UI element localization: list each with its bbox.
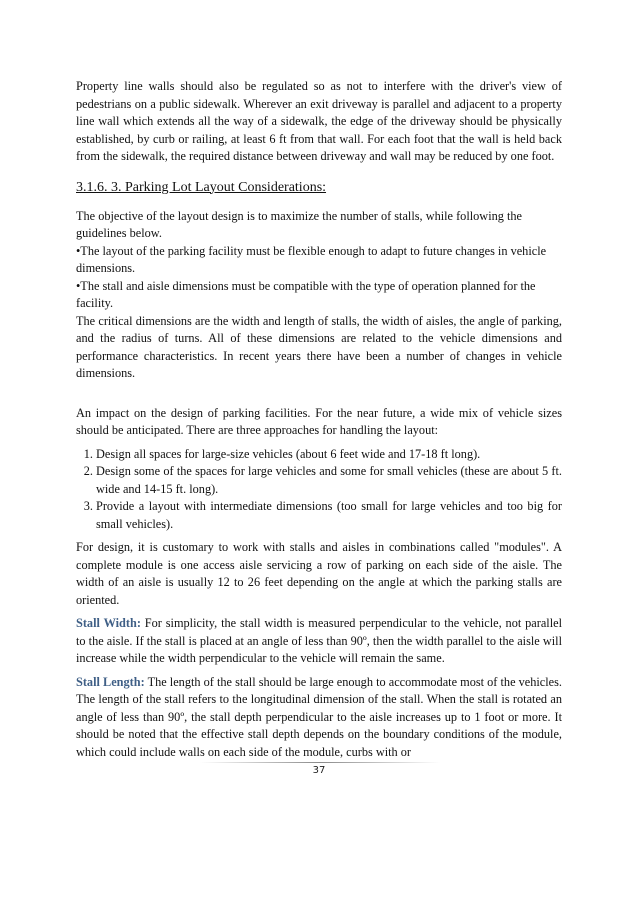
stall-width-term: Stall Width: (76, 616, 141, 630)
paragraph-stall-width (76, 615, 562, 668)
paragraph-driveway-walls: Property line walls should also be regulated so as not to interfere with the driver's view of pedestrians on a public sidewalk. Wherever an exit driveway is parallel and adjacent to a property line wall which extends all the way of a sidewalk, the edge of the driveway should be physically established, by curb or railing, at least 6 ft from that wall. For each foot that the wall is held back from the sidewalk, the required distance between driveway and wall may be reduced by one foot. (76, 79, 562, 163)
list-item: 2. Design some of the spaces for large vehicles and some for small vehicles (these are about 5 ft. wide and 14-15 ft. long). (96, 463, 562, 498)
layout-approaches-list (76, 446, 562, 534)
paragraph-impact: An impact on the design of parking facilities. For the near future, a wide mix of vehicle sizes should be anticipated. There are three approaches for handling the layout: (76, 405, 562, 437)
bullet-flexibility: •The layout of the parking facility must be flexible enough to adapt to future changes in vehicle dimensions. (76, 243, 547, 275)
document-page (76, 78, 562, 761)
stall-length-term: Stall Length: (76, 674, 145, 689)
paragraph-stall-length (76, 674, 562, 762)
list-item: 3. Provide a layout with intermediate dimensions (too small for large vehicles and too big for small vehicles). (96, 498, 562, 533)
stall-width-text: For simplicity, the stall width is measured perpendicular to the vehicle, not parallel to the aisle. If the stall is placed at an angle of less than 90º, then the width parallel to the aisle will increase while the width perpendicular to the vehicle will remain the same. (76, 616, 562, 665)
list-item: 1. Design all spaces for large-size vehicles (about 6 feet wide and 17-18 ft long). (96, 446, 562, 464)
section-heading: 3.1.6. 3. Parking Lot Layout Considerations: (76, 179, 327, 195)
paragraph-modules: For design, it is customary to work with stalls and aisles in combinations called "modules". A complete module is one access aisle servicing a row of parking on each side of the aisle. The width of an aisle is usually 12 to 26 feet depending on the angle at which the parking stalls are oriented. (76, 540, 562, 607)
paragraph-critical-dimensions: The critical dimensions are the width and length of stalls, the width of aisles, the angle of parking, and the radius of turns. All of these dimensions are related to the vehicle dimensions and performance characteristics. In recent years there have been a number of changes in vehicle dimensions. (76, 313, 562, 380)
page-number: 37 (312, 765, 326, 776)
footer-divider (200, 762, 440, 763)
stall-length-text: The length of the stall should be large enough to accommodate most of the vehicles. The length of the stall refers to the longitudinal dimension of the stall. When the stall is rotated an angle of less than 90º, the stall depth perpendicular to the aisle increases up to 1 foot or more. It should be noted that the effective stall depth depends on the boundary conditions of the module, which could include walls on each side of the module, curbs with or (76, 674, 562, 759)
bullet-compatibility: •The stall and aisle dimensions must be compatible with the type of operation planned for the facility. (76, 278, 536, 310)
paragraph-objective: The objective of the layout design is to maximize the number of stalls, while following the guidelines below. (76, 208, 523, 240)
